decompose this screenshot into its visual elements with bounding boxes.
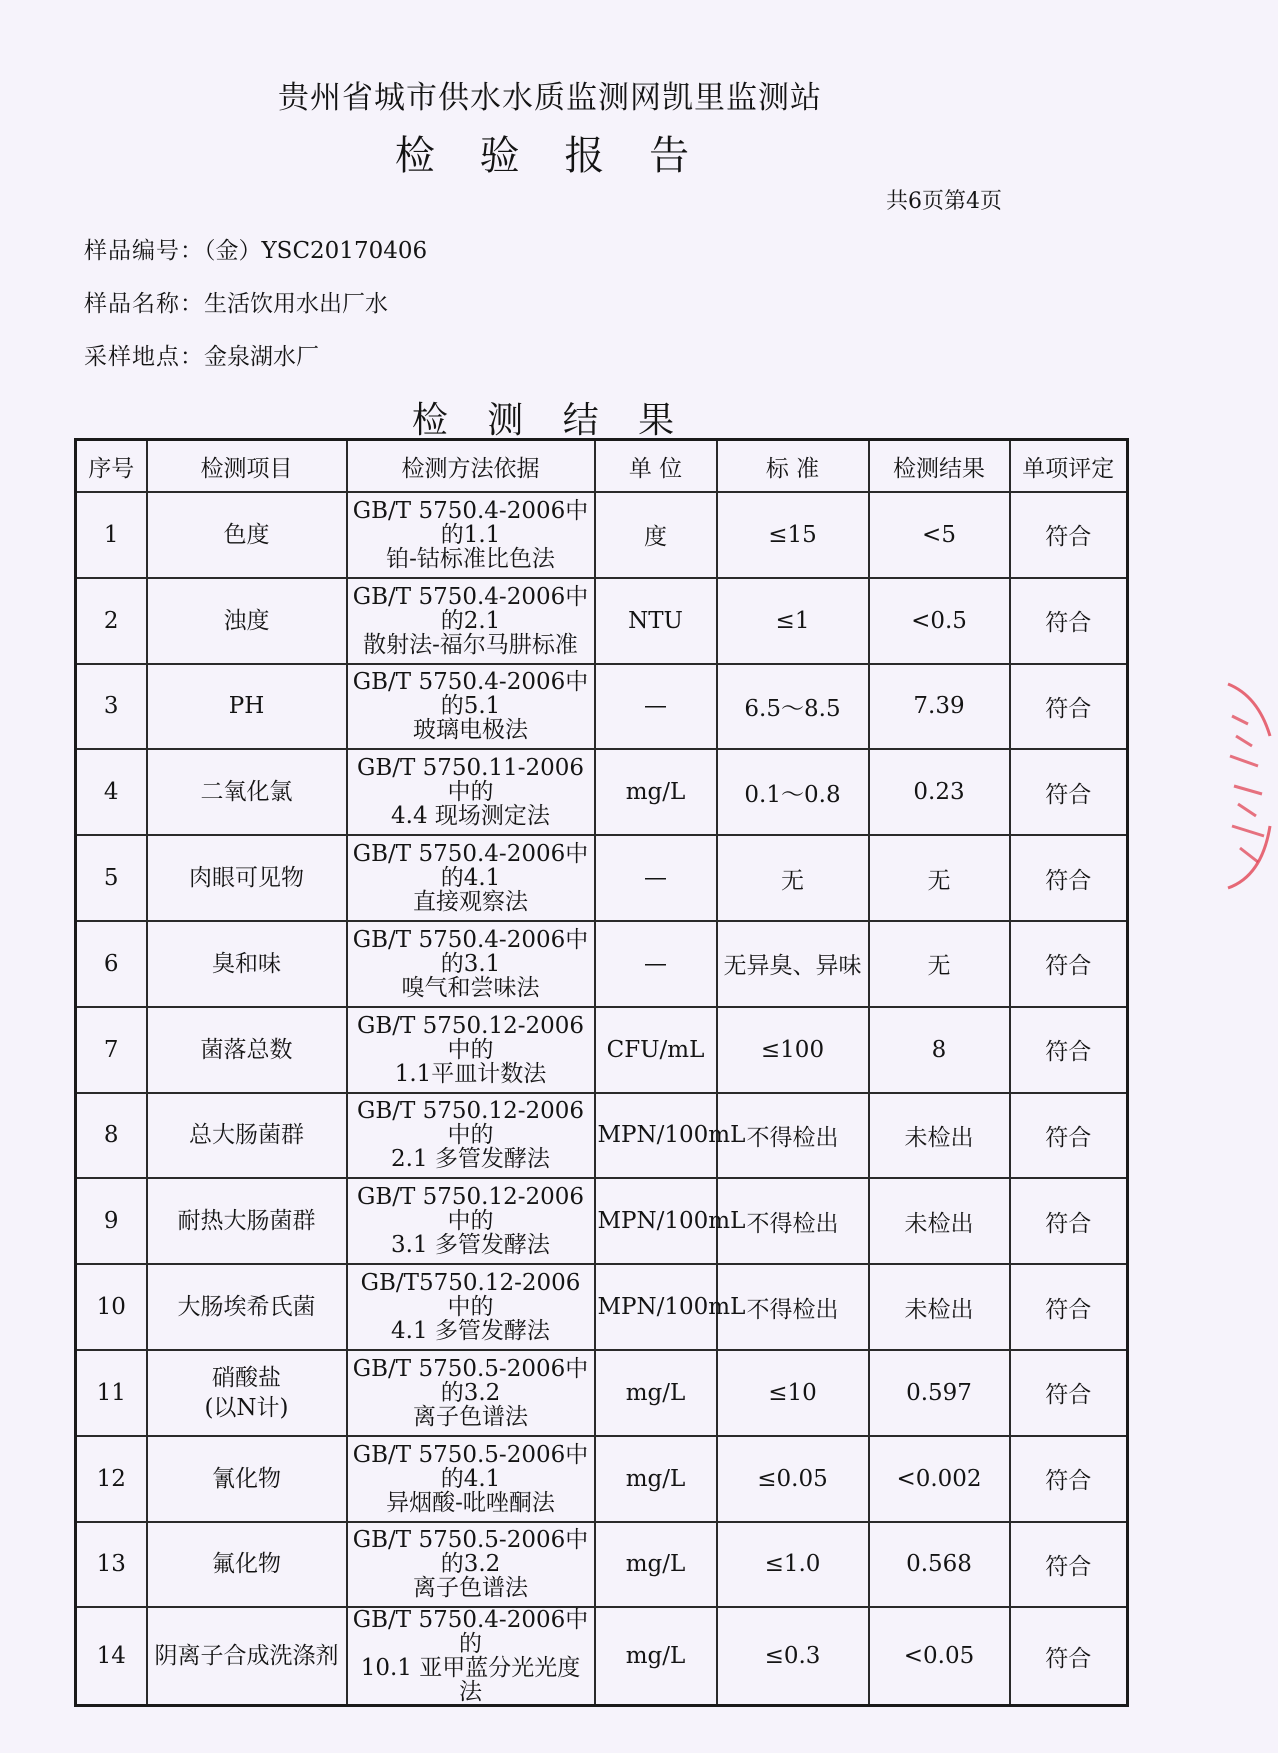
method-standard-ref: GB/T 5750.5-2006中的3.2: [352, 1527, 589, 1578]
table-row: [76, 1007, 1128, 1093]
cell-method: [347, 1522, 595, 1608]
method-name: 10.1 亚甲蓝分光光度法: [360, 1655, 581, 1706]
table-row: [76, 1436, 1128, 1522]
cell-item: [147, 1350, 347, 1436]
method-standard-ref: GB/T5750.12-2006中的: [360, 1270, 581, 1321]
cell-unit: MPN/100mL: [595, 1093, 717, 1179]
cell-unit: MPN/100mL: [595, 1264, 717, 1350]
cell-method: [347, 1007, 595, 1093]
cell-result: 无: [869, 835, 1010, 921]
cell-result: 0.597: [869, 1350, 1010, 1436]
cell-item: [147, 1093, 347, 1179]
cell-unit: 度: [595, 492, 717, 578]
table-row: [76, 1264, 1128, 1350]
table-row: [76, 749, 1128, 835]
page-number: 共6页第4页: [886, 189, 1002, 214]
cell-no: 1: [76, 492, 147, 578]
table-body: [76, 492, 1128, 1706]
cell-item: [147, 578, 347, 664]
method-standard-ref: GB/T 5750.5-2006中的4.1: [352, 1441, 589, 1492]
item-name: 阴离子合成洗涤剂: [154, 1643, 339, 1670]
cell-unit: CFU/mL: [595, 1007, 717, 1093]
sample-name-value: 生活饮用水出厂水: [204, 291, 388, 317]
item-name: 臭和味: [212, 950, 281, 977]
cell-no: 13: [76, 1522, 147, 1608]
method-standard-ref: GB/T 5750.12-2006中的: [356, 1012, 585, 1063]
method-name: 嗅气和尝味法: [401, 974, 540, 1001]
cell-rating: 符合: [1010, 1093, 1128, 1179]
sample-id-value: （金）YSC20170406: [204, 238, 428, 264]
method-standard-ref: GB/T 5750.4-2006中的: [352, 1607, 589, 1658]
cell-result: 0.23: [869, 749, 1010, 835]
method-name: 4.4 现场测定法: [391, 803, 550, 830]
cell-unit: mg/L: [595, 749, 717, 835]
cell-result: 未检出: [869, 1093, 1010, 1179]
cell-result: 无: [869, 921, 1010, 1007]
cell-result: <0.5: [869, 578, 1010, 664]
cell-method: [347, 578, 595, 664]
cell-no: 6: [76, 921, 147, 1007]
cell-no: 10: [76, 1264, 147, 1350]
cell-no: 3: [76, 664, 147, 750]
cell-rating: 符合: [1010, 749, 1128, 835]
col-header-no: 序号: [76, 440, 147, 493]
method-name: 1.1平皿计数法: [394, 1060, 547, 1087]
table-row: [76, 1093, 1128, 1179]
method-standard-ref: GB/T 5750.4-2006中的5.1: [352, 669, 589, 720]
cell-method: [347, 1607, 595, 1706]
method-name: 4.1 多管发酵法: [391, 1318, 550, 1345]
cell-item: [147, 835, 347, 921]
method-name: 玻璃电极法: [413, 717, 528, 744]
cell-standard: ≤0.3: [717, 1607, 869, 1706]
item-name: 大肠埃希氏菌: [177, 1294, 316, 1321]
cell-method: [347, 749, 595, 835]
col-header-item: 检测项目: [147, 440, 347, 493]
item-name: 色度: [223, 521, 270, 548]
cell-rating: 符合: [1010, 1436, 1128, 1522]
item-name: 菌落总数: [200, 1036, 293, 1063]
table-row: [76, 1522, 1128, 1608]
cell-method: [347, 921, 595, 1007]
organization-name: 贵州省城市供水水质监测网凯里监测站: [278, 80, 822, 116]
cell-standard: 无异臭、异味: [717, 921, 869, 1007]
cell-method: [347, 1436, 595, 1522]
cell-result: <0.05: [869, 1607, 1010, 1706]
method-standard-ref: GB/T 5750.12-2006中的: [356, 1184, 585, 1235]
item-name: 浊度: [223, 607, 270, 634]
col-header-unit: 单 位: [595, 440, 717, 493]
cell-item: [147, 492, 347, 578]
cell-no: 2: [76, 578, 147, 664]
cell-result: 0.568: [869, 1522, 1010, 1608]
red-stamp-icon: [1218, 676, 1278, 896]
cell-result: 未检出: [869, 1264, 1010, 1350]
cell-unit: —: [595, 664, 717, 750]
cell-result: <5: [869, 492, 1010, 578]
cell-standard: ≤0.05: [717, 1436, 869, 1522]
cell-unit: mg/L: [595, 1607, 717, 1706]
cell-rating: 符合: [1010, 492, 1128, 578]
item-name: PH: [228, 693, 265, 720]
cell-standard: 不得检出: [717, 1178, 869, 1264]
item-name: 氰化物: [212, 1465, 281, 1492]
cell-method: [347, 492, 595, 578]
cell-result: 未检出: [869, 1178, 1010, 1264]
cell-standard: ≤1.0: [717, 1522, 869, 1608]
cell-rating: 符合: [1010, 1264, 1128, 1350]
cell-standard: ≤1: [717, 578, 869, 664]
cell-method: [347, 664, 595, 750]
cell-unit: NTU: [595, 578, 717, 664]
cell-item: [147, 1007, 347, 1093]
cell-standard: ≤10: [717, 1350, 869, 1436]
cell-item: [147, 664, 347, 750]
table-row: [76, 835, 1128, 921]
cell-item: [147, 1178, 347, 1264]
cell-no: 8: [76, 1093, 147, 1179]
table-row: [76, 492, 1128, 578]
cell-rating: 符合: [1010, 1007, 1128, 1093]
item-name: 肉眼可见物: [189, 865, 304, 892]
cell-no: 7: [76, 1007, 147, 1093]
method-standard-ref: GB/T 5750.5-2006中的3.2: [352, 1355, 589, 1406]
method-standard-ref: GB/T 5750.4-2006中的1.1: [352, 497, 589, 548]
sample-location-label: 采样地点：: [84, 344, 204, 370]
cell-no: 12: [76, 1436, 147, 1522]
method-name: 散射法-福尔马肼标准: [363, 631, 578, 658]
method-name: 铂-钴标准比色法: [386, 545, 555, 572]
cell-standard: 不得检出: [717, 1264, 869, 1350]
table-row: [76, 578, 1128, 664]
cell-unit: MPN/100mL: [595, 1178, 717, 1264]
item-name: 耐热大肠菌群: [177, 1208, 316, 1235]
report-title: 检 验 报 告: [394, 133, 706, 179]
cell-result: 8: [869, 1007, 1010, 1093]
cell-unit: mg/L: [595, 1436, 717, 1522]
cell-standard: 无: [717, 835, 869, 921]
cell-standard: ≤100: [717, 1007, 869, 1093]
sample-location-value: 金泉湖水厂: [204, 344, 319, 370]
results-title: 检 测 结 果: [411, 400, 689, 441]
cell-unit: mg/L: [595, 1350, 717, 1436]
cell-item: [147, 1436, 347, 1522]
col-header-result: 检测结果: [869, 440, 1010, 493]
method-name: 3.1 多管发酵法: [391, 1232, 550, 1259]
method-name: 直接观察法: [413, 889, 528, 916]
method-name: 离子色谱法: [413, 1403, 528, 1430]
item-note: (以N计): [204, 1394, 289, 1421]
cell-no: 11: [76, 1350, 147, 1436]
cell-standard: 0.1～0.8: [717, 749, 869, 835]
cell-method: [347, 1264, 595, 1350]
cell-method: [347, 1093, 595, 1179]
cell-item: [147, 749, 347, 835]
cell-item: [147, 1607, 347, 1706]
sample-location-row: [84, 338, 319, 371]
method-name: 异烟酸-吡唑酮法: [386, 1489, 555, 1516]
cell-item: [147, 921, 347, 1007]
col-header-method: 检测方法依据: [347, 440, 595, 493]
col-header-standard: 标 准: [717, 440, 869, 493]
cell-standard: ≤15: [717, 492, 869, 578]
table-row: [76, 1178, 1128, 1264]
table-row: [76, 921, 1128, 1007]
cell-no: 14: [76, 1607, 147, 1706]
results-table: [74, 438, 1129, 1707]
cell-unit: —: [595, 921, 717, 1007]
method-standard-ref: GB/T 5750.11-2006中的: [356, 755, 585, 806]
table-row: [76, 1350, 1128, 1436]
cell-rating: 符合: [1010, 1350, 1128, 1436]
sample-name-label: 样品名称：: [84, 291, 204, 317]
cell-no: 9: [76, 1178, 147, 1264]
cell-unit: mg/L: [595, 1522, 717, 1608]
table-row: [76, 1607, 1128, 1706]
method-standard-ref: GB/T 5750.4-2006中的4.1: [352, 841, 589, 892]
item-name: 二氧化氯: [200, 779, 293, 806]
col-header-rating: 单项评定: [1010, 440, 1128, 493]
cell-item: [147, 1522, 347, 1608]
cell-unit: —: [595, 835, 717, 921]
cell-item: [147, 1264, 347, 1350]
cell-rating: 符合: [1010, 1178, 1128, 1264]
item-name: 硝酸盐: [212, 1364, 281, 1391]
cell-standard: 6.5～8.5: [717, 664, 869, 750]
sample-id-label: 样品编号：: [84, 238, 204, 264]
sample-id-row: [84, 232, 427, 265]
cell-rating: 符合: [1010, 1607, 1128, 1706]
cell-no: 5: [76, 835, 147, 921]
cell-result: <0.002: [869, 1436, 1010, 1522]
cell-rating: 符合: [1010, 835, 1128, 921]
table-header-row: [76, 440, 1128, 493]
table-row: [76, 664, 1128, 750]
cell-rating: 符合: [1010, 664, 1128, 750]
method-standard-ref: GB/T 5750.4-2006中的2.1: [352, 583, 589, 634]
item-name: 氟化物: [212, 1551, 281, 1578]
cell-method: [347, 1178, 595, 1264]
sample-name-row: [84, 285, 388, 318]
cell-result: 7.39: [869, 664, 1010, 750]
cell-method: [347, 1350, 595, 1436]
cell-rating: 符合: [1010, 921, 1128, 1007]
method-standard-ref: GB/T 5750.12-2006中的: [356, 1098, 585, 1149]
method-name: 离子色谱法: [413, 1575, 528, 1602]
cell-method: [347, 835, 595, 921]
method-standard-ref: GB/T 5750.4-2006中的3.1: [352, 926, 589, 977]
cell-rating: 符合: [1010, 578, 1128, 664]
method-name: 2.1 多管发酵法: [391, 1146, 550, 1173]
cell-no: 4: [76, 749, 147, 835]
cell-standard: 不得检出: [717, 1093, 869, 1179]
item-name: 总大肠菌群: [189, 1122, 304, 1149]
cell-rating: 符合: [1010, 1522, 1128, 1608]
